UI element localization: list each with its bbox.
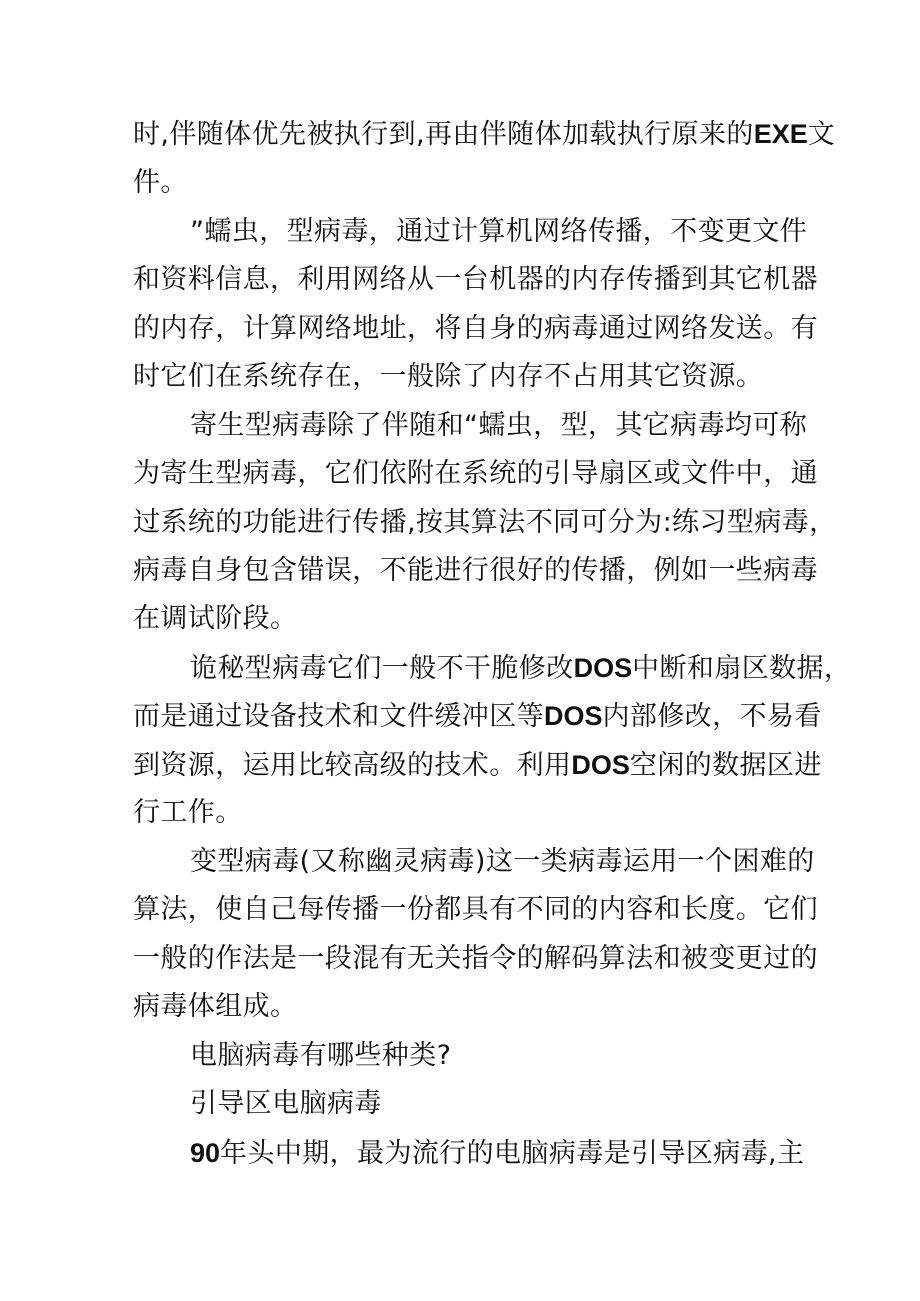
text-run: 一般的作法是一段混有无关指令的解码算法和被变更过的	[133, 943, 818, 974]
text-run: 病毒自身包含错误，不能进行很好的传播，例如一些病毒	[133, 555, 818, 586]
text-run: 到资源，运用比较高级的技术。利用	[133, 750, 572, 781]
paragraph-line	[133, 793, 243, 833]
text-run: 的内存，计算网络地址，将自身的病毒通过网络发送。有	[133, 313, 818, 344]
text-run: ”蠕虫，型病毒，通过计算机网络传播，不变更文件	[190, 216, 808, 247]
text-run: 空闲的数据区进	[629, 750, 822, 781]
text-run: 时,伴随体优先被执行到,再由伴随体加载执行原来的	[133, 119, 754, 150]
text-run: 过系统的功能进行传播,按其算法不同可分为:练习型病毒，	[133, 507, 837, 538]
paragraph-line	[133, 163, 188, 203]
paragraph-line	[133, 745, 822, 785]
paragraph-line	[133, 260, 818, 300]
paragraph-line	[133, 890, 818, 930]
paragraph-line	[133, 114, 835, 154]
text-run: 电脑病毒有哪些种类?	[190, 1040, 452, 1071]
paragraph-line	[190, 212, 807, 252]
paragraph-line	[133, 696, 822, 736]
text-run: 诡秘型病毒它们一般不干脆修改	[190, 653, 574, 684]
text-run: 算法，使自己每传播一份都具有不同的内容和长度。它们	[133, 894, 818, 925]
text-run: 中断和扇区数据，	[632, 653, 852, 684]
text-run: 文	[807, 119, 836, 150]
paragraph-line	[190, 1084, 382, 1124]
text-run-latin: DOS	[571, 750, 630, 780]
text-run: 为寄生型病毒，它们依附在系统的引导扇区或文件中，通	[133, 458, 818, 489]
text-run: 病毒体组成。	[133, 991, 298, 1022]
text-run-latin: 90	[190, 1138, 221, 1168]
paragraph-line	[133, 987, 297, 1027]
text-run: 年头中期，最为流行的电脑病毒是引导区病毒,主	[220, 1138, 805, 1169]
text-run-latin: DOS	[573, 653, 633, 683]
text-run-latin: EXE	[753, 119, 808, 149]
text-run: 时它们在系统存在，一般除了内存不占用其它资源。	[133, 361, 764, 392]
paragraph-line	[190, 1036, 451, 1076]
text-run-latin: DOS	[544, 701, 603, 731]
paragraph-line	[133, 309, 818, 349]
paragraph-line	[190, 842, 815, 882]
paragraph-line	[190, 1133, 804, 1173]
paragraph-line	[133, 599, 297, 639]
text-run: 和资料信息，利用网络从一台机器的内存传播到其它机器	[133, 264, 818, 295]
text-run: 行工作。	[133, 797, 243, 828]
text-run: 变型病毒(又称幽灵病毒)这一类病毒运用一个困难的	[190, 846, 815, 877]
paragraph-line	[133, 454, 818, 494]
paragraph-line	[133, 357, 763, 397]
paragraph-line	[190, 648, 851, 688]
paragraph-line	[190, 406, 807, 446]
paragraph-line	[133, 939, 818, 979]
text-run: 在调试阶段。	[133, 603, 298, 634]
paragraph-line	[133, 503, 836, 543]
text-run: 寄生型病毒除了伴随和“蠕虫，型，其它病毒均可称	[190, 410, 808, 441]
text-run: 而是通过设备技术和文件缓冲区等	[133, 701, 544, 732]
text-run: 件。	[133, 167, 188, 198]
text-run: 引导区电脑病毒	[190, 1088, 382, 1119]
text-run: 内部修改，不易看	[602, 701, 822, 732]
paragraph-line	[133, 551, 818, 591]
